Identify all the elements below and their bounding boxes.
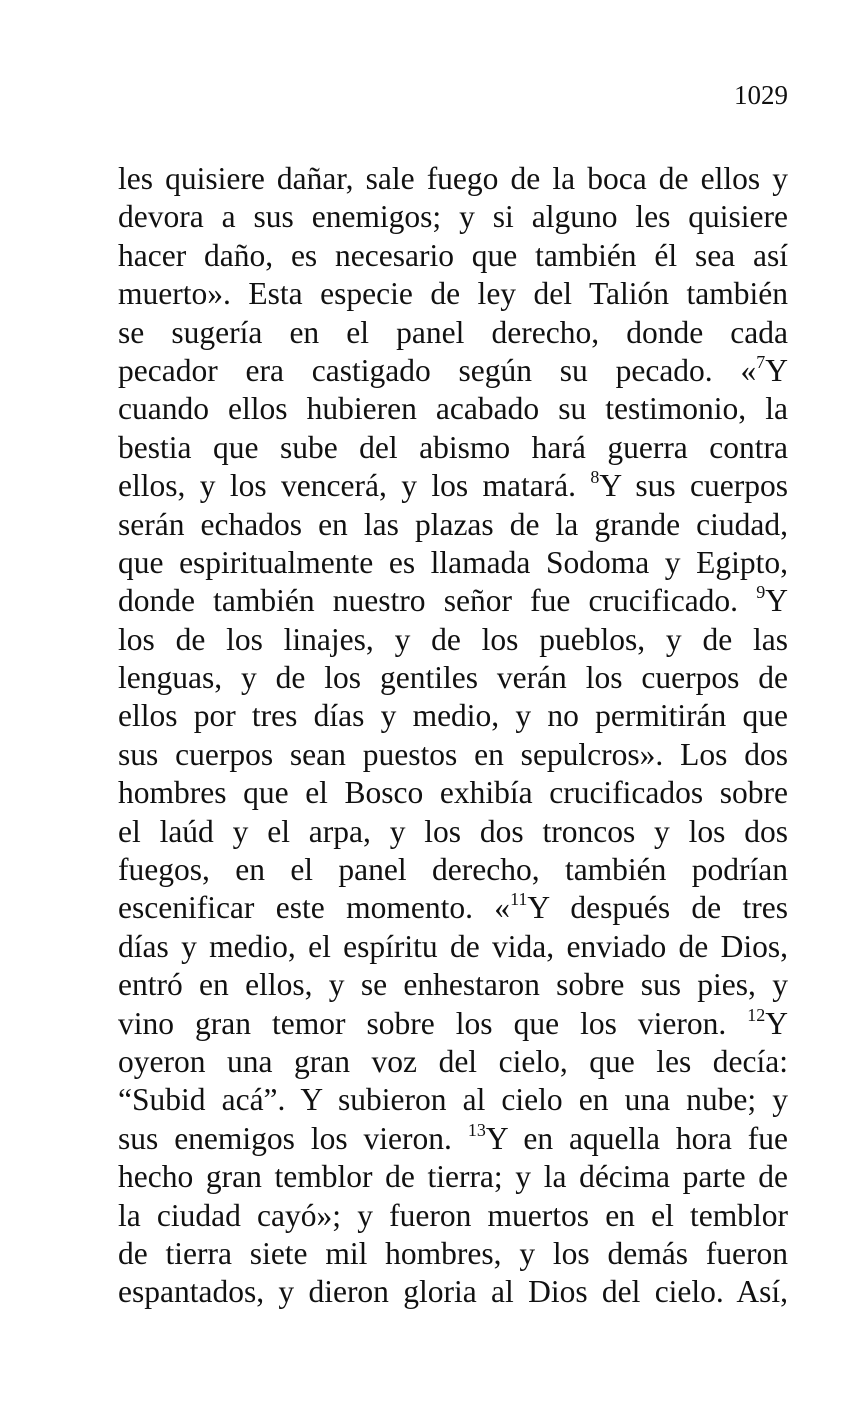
text-line [118, 928, 788, 966]
text-segment: muerto». Esta especie de ley del Talión también [118, 276, 788, 312]
text-segment: les quisiere dañar, sale fuego de la boca de ellos y [118, 161, 788, 196]
text-segment: Y después de tres [527, 890, 788, 926]
text-segment: hecho gran temblor de tierra; y la décima parte de [118, 1159, 788, 1195]
body-paragraph [118, 160, 788, 1312]
text-segment: vino gran temor sobre los que los vieron. [118, 1005, 748, 1041]
verse-number: 12 [747, 1004, 766, 1025]
text-line [118, 506, 788, 544]
text-segment: fuegos, en el panel derecho, también podrían [118, 852, 788, 888]
text-segment: hacer daño, es necesario que también él sea así [118, 237, 788, 273]
text-line [118, 314, 788, 352]
text-segment: lenguas, y de los gentiles verán los cuerpos de [118, 660, 788, 696]
text-segment: entró en ellos, y se enhestaron sobre sus pies, y [118, 967, 788, 1003]
text-line [118, 1043, 788, 1081]
text-line [118, 429, 788, 467]
text-line [118, 160, 788, 198]
text-segment: hombres que el Bosco exhibía crucificados sobre [118, 775, 788, 811]
text-segment: se sugería en el panel derecho, donde cada [118, 314, 788, 350]
text-segment: que espiritualmente es llamada Sodoma y Egipto, [118, 544, 788, 580]
text-line [118, 1120, 788, 1158]
text-line [118, 544, 788, 582]
text-line [118, 774, 788, 812]
text-segment: oyeron una gran voz del cielo, que les decía: [118, 1043, 788, 1079]
text-line [118, 390, 788, 428]
text-segment: los de los linajes, y de los pueblos, y de las [118, 621, 788, 657]
text-line [118, 966, 788, 1004]
verse-number: 11 [510, 889, 528, 910]
text-segment: pecador era castigado según su pecado. « [118, 352, 757, 388]
text-line [118, 582, 788, 620]
text-segment: el laúd y el arpa, y los dos troncos y los dos [118, 813, 788, 849]
text-line [118, 1005, 788, 1043]
text-line [118, 275, 788, 313]
text-line [118, 621, 788, 659]
text-line [118, 1273, 788, 1311]
text-line [118, 1235, 788, 1273]
text-line [118, 697, 788, 735]
text-segment: ellos por tres días y medio, y no permitirán que [118, 698, 788, 734]
text-line [118, 237, 788, 275]
verse-number: 9 [756, 582, 766, 603]
text-segment: escenificar este momento. « [118, 890, 511, 926]
text-segment: de tierra siete mil hombres, y los demás fueron [118, 1235, 788, 1271]
text-segment: sus enemigos los vieron. [118, 1120, 468, 1156]
text-segment: serán echados en las plazas de la grande ciudad, [118, 506, 788, 542]
text-segment: devora a sus enemigos; y si alguno les quisiere [118, 199, 788, 235]
page-number: 1029 [734, 80, 788, 110]
text-segment: espantados, y dieron gloria al Dios del cielo. Así, [118, 1274, 788, 1310]
text-segment: ellos, y los vencerá, y los matará. [118, 468, 591, 504]
text-segment: donde también nuestro señor fue crucificado. [118, 583, 757, 619]
text-segment: días y medio, el espíritu de vida, enviado de Dios, [118, 928, 788, 964]
text-line [118, 1197, 788, 1235]
verse-number: 13 [467, 1119, 486, 1140]
text-segment: bestia que sube del abismo hará guerra contra [118, 429, 788, 465]
verse-number: 8 [590, 467, 600, 488]
text-segment: cuando ellos hubieren acabado su testimonio, la [118, 391, 788, 427]
text-line [118, 1158, 788, 1196]
text-line [118, 198, 788, 236]
text-line [118, 889, 788, 927]
text-segment: Y [765, 352, 788, 388]
text-segment: la ciudad cayó»; y fueron muertos en el temblor [118, 1197, 788, 1233]
text-segment: Y [765, 583, 788, 619]
text-line [118, 1081, 788, 1119]
text-segment: Y en aquella hora fue [485, 1120, 788, 1156]
text-line [118, 659, 788, 697]
text-line [118, 851, 788, 889]
verse-number: 7 [756, 351, 766, 372]
text-line [118, 813, 788, 851]
text-line [118, 352, 788, 390]
text-segment: Y [765, 1005, 788, 1041]
text-segment: sus cuerpos sean puestos en sepulcros». Los dos [118, 736, 788, 772]
text-line [118, 467, 788, 505]
text-segment: Y sus cuerpos [599, 468, 788, 504]
text-segment: “Subid acá”. Y subieron al cielo en una nube; y [118, 1082, 788, 1118]
text-line [118, 736, 788, 774]
